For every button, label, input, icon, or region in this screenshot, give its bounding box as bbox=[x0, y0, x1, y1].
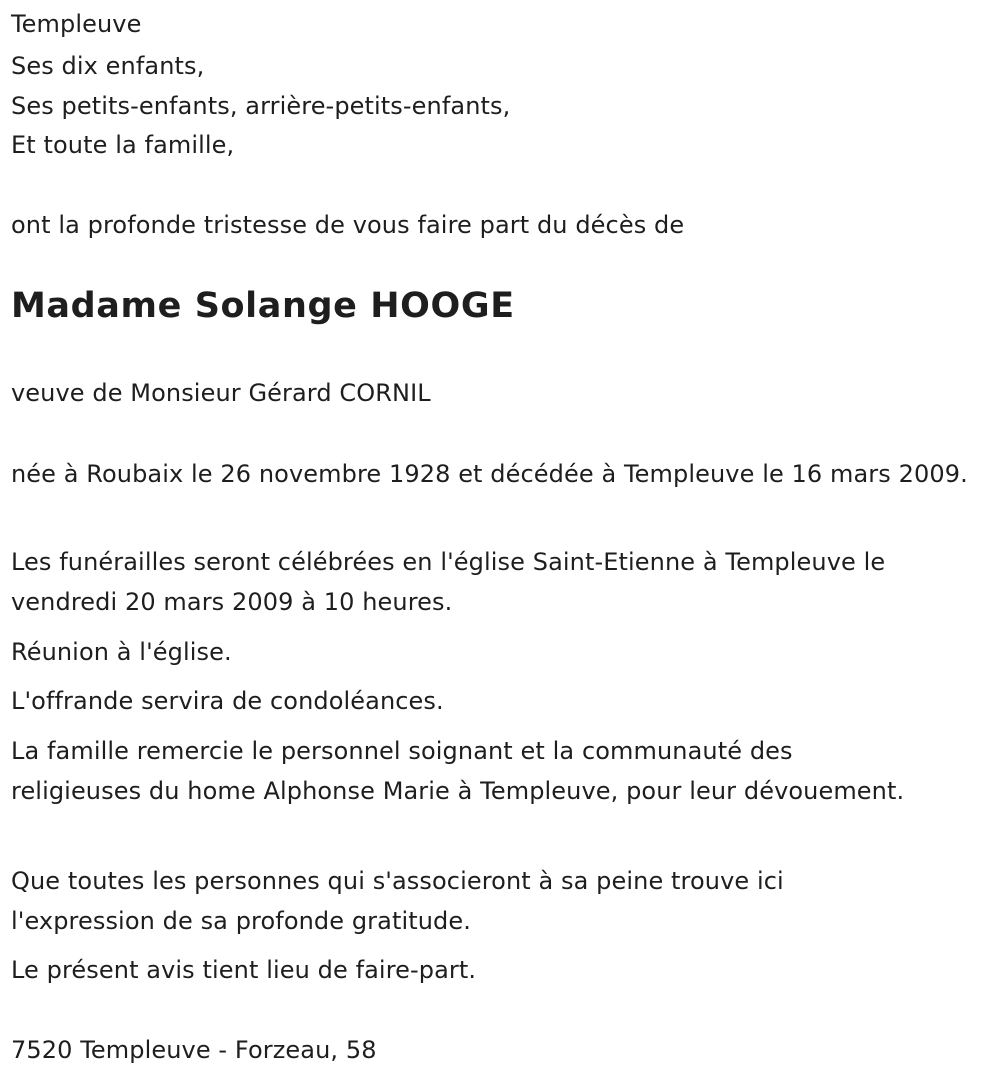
header-line-town: Templeuve bbox=[11, 10, 142, 38]
notice-statement-text: Le présent avis tient lieu de faire-part. bbox=[11, 956, 477, 984]
offering-text: L'offrande servira de condoléances. bbox=[11, 687, 444, 715]
birth-death-text: née à Roubaix le 26 novembre 1928 et décédée à Templeuve le 16 mars 2009. bbox=[11, 460, 968, 488]
header-line-grandchildren: Ses petits-enfants, arrière-petits-enfants, bbox=[11, 92, 511, 120]
meeting-text: Réunion à l'église. bbox=[11, 638, 232, 666]
deceased-name: Madame Solange HOOGE bbox=[11, 286, 515, 326]
thanks-staff-text: La famille remercie le personnel soignant et la communauté des religieuses du home Alphonse Marie à Templeuve, pour leur dévouement. bbox=[11, 737, 905, 805]
announcement-text: ont la profonde tristesse de vous faire part du décès de bbox=[11, 211, 685, 239]
widow-of-text: veuve de Monsieur Gérard CORNIL bbox=[11, 379, 431, 407]
address-text: 7520 Templeuve - Forzeau, 58 bbox=[11, 1036, 377, 1064]
thanks-all-text: Que toutes les personnes qui s'associeront à sa peine trouve ici l'expression de sa profonde gratitude. bbox=[11, 867, 784, 935]
header-line-family: Et toute la famille, bbox=[11, 131, 235, 159]
header-line-children: Ses dix enfants, bbox=[11, 52, 205, 80]
funeral-text: Les funérailles seront célébrées en l'église Saint-Etienne à Templeuve le vendredi 20 mars 2009 à 10 heures. bbox=[11, 548, 886, 616]
